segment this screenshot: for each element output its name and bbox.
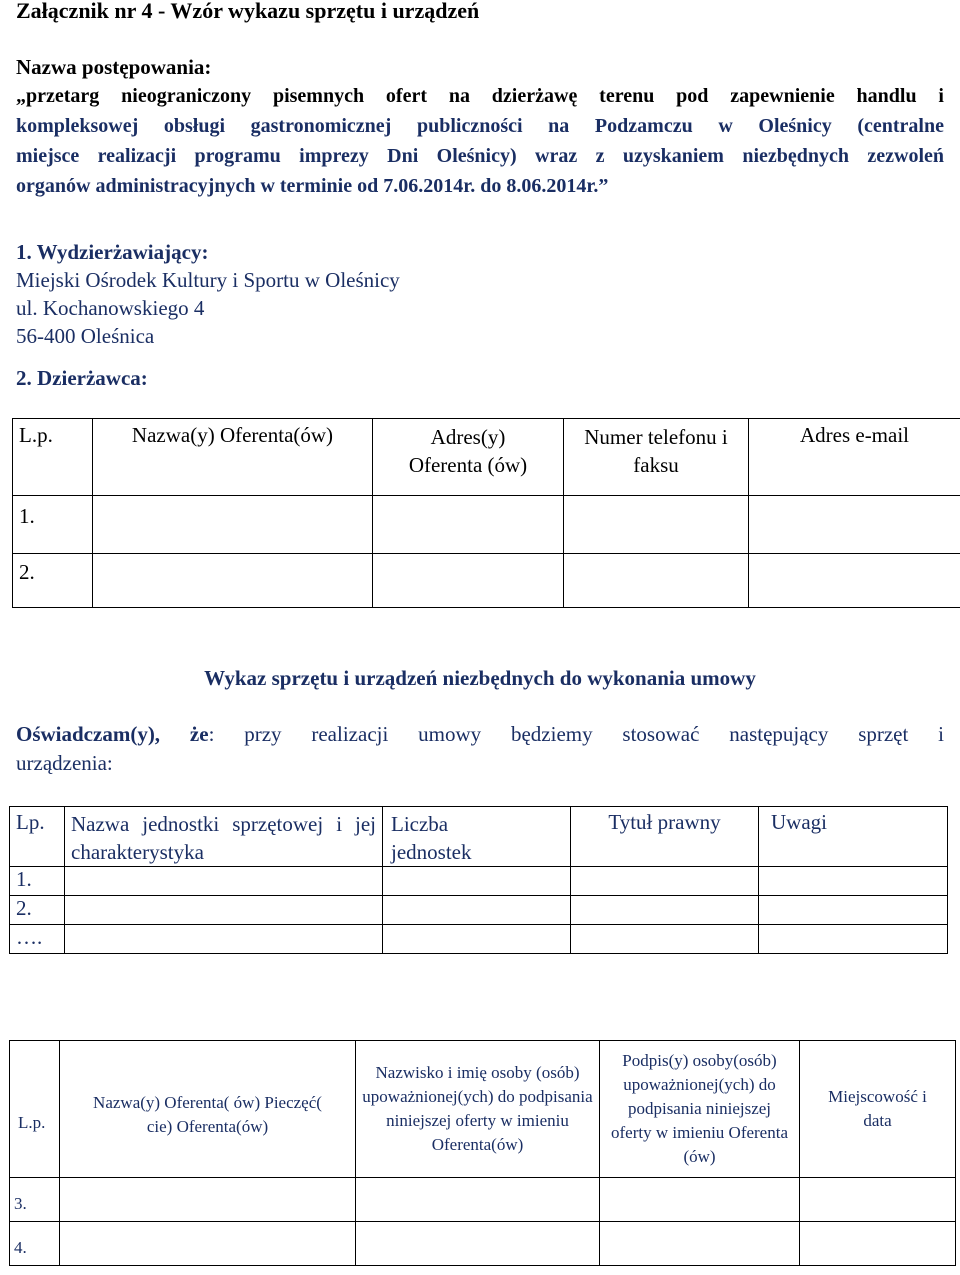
phone-cell[interactable] [564, 554, 749, 608]
offeror-stamp-cell[interactable] [60, 1222, 356, 1266]
place-date-cell[interactable] [800, 1222, 956, 1266]
header-unit-count: Liczba jednostek [383, 807, 571, 867]
header-notes: Uwagi [759, 807, 948, 867]
procedure-label: Nazwa postępowania: [16, 55, 212, 79]
table-row [10, 925, 948, 954]
phone-cell[interactable] [564, 496, 749, 554]
legal-title-cell[interactable] [571, 896, 759, 925]
signature-cell[interactable] [600, 1178, 800, 1222]
header-legal-title: Tytuł prawny [571, 807, 759, 867]
table-row [13, 496, 960, 554]
lessor-name: Miejski Ośrodek Kultury i Sportu w Oleśnicy [16, 268, 400, 292]
row-number: 3. [10, 1178, 60, 1222]
row-number: 2. [10, 896, 65, 925]
notes-cell[interactable] [759, 896, 948, 925]
row-number: 1. [10, 867, 65, 896]
page-title: Załącznik nr 4 - Wzór wykazu sprzętu i urządzeń [16, 0, 480, 23]
offeror-stamp-cell[interactable] [60, 1178, 356, 1222]
row-number: 2. [13, 554, 93, 608]
declaration-text: : przy realizacji umowy będziemy stosować następujący sprzęt i [208, 722, 945, 746]
list-title: Wykaz sprzętu i urządzeń niezbędnych do wykonania umowy [204, 666, 756, 690]
header-lp: Lp. [10, 807, 65, 867]
row-number: 4. [10, 1222, 60, 1266]
legal-title-cell[interactable] [571, 867, 759, 896]
header-authorized-signature: Podpis(y) osoby(osób) upoważnionej(ych) do podpisania niniejszej oferty w imieniu Oferenta (ów) [600, 1041, 800, 1178]
equipment-name-cell[interactable] [65, 925, 383, 954]
unit-count-cell[interactable] [383, 925, 571, 954]
lessee-heading: 2. Dzierżawca: [16, 366, 148, 390]
table-row [10, 896, 948, 925]
unit-count-cell[interactable] [383, 896, 571, 925]
header-email: Adres e-mail [749, 419, 960, 496]
table-row [10, 867, 948, 896]
declaration-bold-1: Oświadczam(y), [16, 722, 161, 746]
row-number: …. [10, 925, 65, 954]
header-lp: L.p. [10, 1041, 60, 1178]
unit-count-cell[interactable] [383, 867, 571, 896]
header-equipment-name: Nazwa jednostki sprzętowej i jej charakterystyka [65, 807, 383, 867]
header-place-date: Miejscowość i data [800, 1041, 956, 1178]
header-offeror-name: Nazwa(y) Oferenta(ów) [93, 419, 373, 496]
equipment-table [9, 806, 948, 954]
header-offeror-address: Adres(y) Oferenta (ów) [373, 419, 564, 496]
place-date-cell[interactable] [800, 1178, 956, 1222]
table-row [13, 554, 960, 608]
table-row [10, 1222, 956, 1266]
row-number: 1. [13, 496, 93, 554]
equipment-table-header [10, 807, 948, 867]
authorized-name-cell[interactable] [356, 1222, 600, 1266]
header-authorized-name: Nazwisko i imię osoby (osób) upoważnionej(ych) do podpisania niniejszej oferty w imieniu Oferenta(ów) [356, 1041, 600, 1178]
offeror-table [12, 418, 960, 608]
equipment-name-cell[interactable] [65, 896, 383, 925]
offeror-table-header [13, 419, 960, 496]
offeror-name-cell[interactable] [93, 496, 373, 554]
offeror-address-cell[interactable] [373, 496, 564, 554]
equipment-name-cell[interactable] [65, 867, 383, 896]
lessor-street: ul. Kochanowskiego 4 [16, 296, 205, 320]
authorized-name-cell[interactable] [356, 1178, 600, 1222]
header-lp: L.p. [13, 419, 93, 496]
declaration-bold-2: że [189, 722, 209, 746]
notes-cell[interactable] [759, 867, 948, 896]
procedure-line-4: organów administracyjnych w terminie od 7.06.2014r. do 8.06.2014r.” [16, 175, 609, 197]
offeror-name-cell[interactable] [93, 554, 373, 608]
lessor-city: 56-400 Oleśnica [16, 324, 155, 348]
offeror-address-cell[interactable] [373, 554, 564, 608]
signature-cell[interactable] [600, 1222, 800, 1266]
notes-cell[interactable] [759, 925, 948, 954]
declaration-line-2: urządzenia: [16, 751, 113, 775]
signature-table [9, 1040, 956, 1266]
signature-table-header [10, 1041, 956, 1178]
header-offeror-stamp: Nazwa(y) Oferenta( ów) Pieczęć( cie) Oferenta(ów) [60, 1041, 356, 1178]
email-cell[interactable] [749, 496, 960, 554]
procedure-line-3: miejsce realizacji programu imprezy Dni Oleśnicy) wraz z uzyskaniem niezbędnych zezwoleń [16, 145, 944, 167]
table-row [10, 1178, 956, 1222]
procedure-line-2: kompleksowej obsługi gastronomicznej publiczności na Podzamczu w Oleśnicy (centralne [16, 115, 944, 137]
procedure-line-1: „przetarg nieograniczony pisemnych ofert na dzierżawę terenu pod zapewnienie handlu i [16, 85, 944, 107]
lessor-heading: 1. Wydzierżawiający: [16, 240, 209, 264]
declaration-line-1 [16, 722, 944, 747]
email-cell[interactable] [749, 554, 960, 608]
header-phone-fax: Numer telefonu i faksu [564, 419, 749, 496]
legal-title-cell[interactable] [571, 925, 759, 954]
